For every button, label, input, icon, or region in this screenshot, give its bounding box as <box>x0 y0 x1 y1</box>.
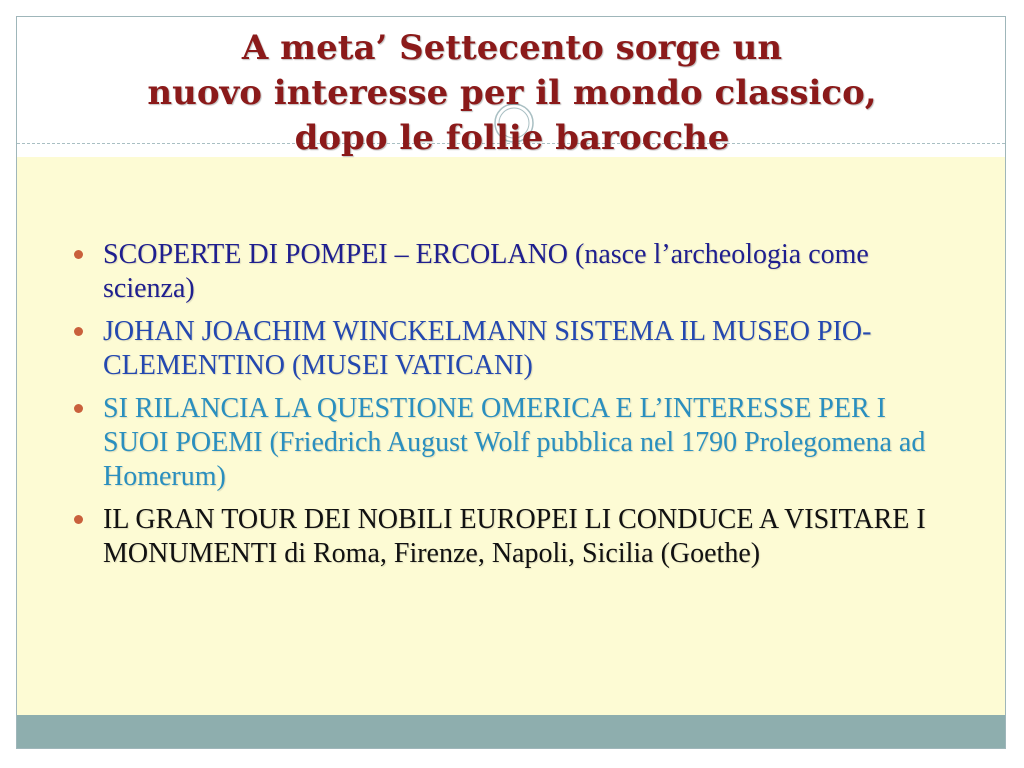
bullet-item <box>0 392 1024 494</box>
bullet-marker-icon <box>74 515 83 524</box>
bullet-text: SI RILANCIA LA QUESTIONE OMERICA E L’INTERESSE PER I SUOI POEMI (Friedrich August Wolf pubblica nel 1790 Prolegomena ad Homerum) <box>103 393 926 492</box>
bullet-marker-icon <box>74 327 83 336</box>
footer-bar <box>17 715 1005 748</box>
bullet-item <box>0 315 1024 383</box>
bullet-marker-icon <box>74 250 83 259</box>
bullet-list <box>0 238 1024 580</box>
title-line-3: dopo le follie barocche <box>294 118 730 158</box>
bullet-marker-icon <box>74 404 83 413</box>
bullet-item <box>0 238 1024 306</box>
slide-title <box>0 26 1024 161</box>
bullet-text: JOHAN JOACHIM WINCKELMANN SISTEMA IL MUSEO PIO-CLEMENTINO (MUSEI VATICANI) <box>103 316 872 381</box>
bullet-text: SCOPERTE DI POMPEI – ERCOLANO (nasce l’archeologia come scienza) <box>103 239 869 304</box>
bullet-text: IL GRAN TOUR DEI NOBILI EUROPEI LI CONDUCE A VISITARE I MONUMENTI di Roma, Firenze, Napoli, Sicilia (Goethe) <box>103 504 926 569</box>
title-line-2: nuovo interesse per il mondo classico, <box>147 73 877 113</box>
title-line-1: A meta’ Settecento sorge un <box>241 28 783 68</box>
bullet-item <box>0 503 1024 571</box>
